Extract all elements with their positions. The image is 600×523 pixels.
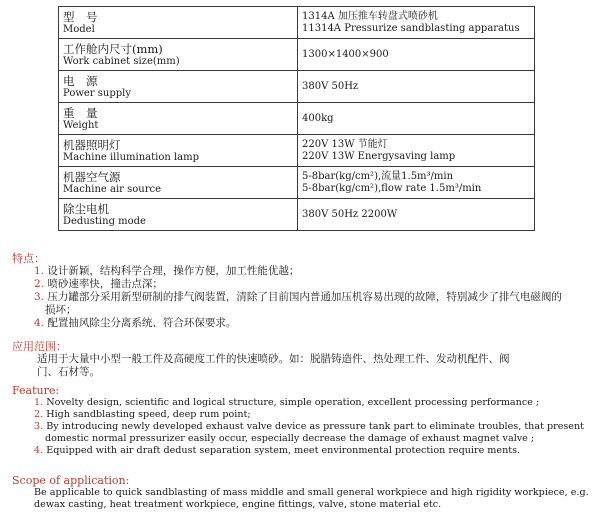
feature-cn-item-text: 配置抽风除尘分离系统、符合环保要求。 [47,317,237,329]
spec-value-cell [298,103,535,135]
spec-value-line: 220V 13W 节能灯 [302,139,388,150]
spec-label-cell [59,199,298,231]
spec-value-line: 400kg [302,112,334,124]
spec-value-line: 5-8bar(kg/cm²),流量1.5m³/min [302,171,454,182]
features-en-heading: Feature: [12,384,60,397]
spec-value-cell [298,135,535,167]
spec-label-en: Work cabinet size(mm) [63,55,180,67]
features-cn-section [12,252,572,330]
feature-cn-item-text: 压力罐部分采用新型研制的排气阀装置，清除了目前国内普通加压机容易出现的故障，特别减少了排气电磁阀的损坏； [45,291,562,316]
scope-en-section [12,474,590,511]
feature-cn-item-text: 设计新颖，结构科学合理，操作方便，加工性能优越； [47,265,300,277]
scope-en-text: Be applicable to quick sandblasting of mass middle and small general workpiece and high rigidity workpiece, e.g. dewax casting, heat treatment workpiece, engine fittings, valve, stone material etc. [34,487,589,510]
spec-value-cell [298,71,535,103]
spec-label-cn: 除尘电机 [63,201,109,216]
feature-cn-item-text: 喷砂速率快，撞击点深； [47,278,163,290]
spec-label-cell [59,7,298,39]
spec-row [59,135,535,167]
feature-en-item-number: 3. [34,421,44,432]
feature-cn-item-number: 4. [34,317,45,329]
spec-row [59,167,535,199]
spec-value-line: 1300×1400×900 [302,48,389,60]
spec-value-cell [298,7,535,39]
feature-en-item-number: 2. [34,409,44,420]
spec-label-cell [59,135,298,167]
spec-label-en: Weight [63,119,99,131]
spec-value-line: 11314A Pressurize sandblasting apparatus [302,22,520,34]
features-en-list [12,397,590,457]
spec-label-cell [59,71,298,103]
spec-value-line: 1314A 加压推车转盘式喷砂机 [302,11,438,22]
feature-cn-item [12,265,572,278]
spec-label-cn: 型 号 [63,9,98,24]
feature-cn-item [12,317,572,330]
spec-row [59,7,535,39]
spec-value-line: 380V 50Hz [302,80,359,92]
feature-en-item [12,409,590,421]
feature-en-item-number: 4. [34,445,44,456]
spec-label-en: Power supply [63,87,132,99]
spec-row [59,103,535,135]
feature-en-item [12,421,590,445]
spec-label-en: Model [63,23,95,35]
spec-label-cell [59,39,298,71]
spec-label-cell [59,103,298,135]
spec-row [59,199,535,231]
feature-en-item-text: Equipped with air draft dedust separation system, meet environmental protection require ments. [46,445,521,456]
feature-en-item [12,397,590,409]
features-en-section [12,384,590,457]
spec-label-en: Machine illumination lamp [63,151,199,163]
spec-label-cn: 机器照明灯 [63,137,121,152]
feature-cn-item-number: 3. [34,291,45,303]
spec-label-cn: 电 源 [63,73,98,88]
feature-en-item [12,445,590,457]
scope-en-heading: Scope of application: [12,474,130,487]
scope-cn-section [12,340,572,379]
features-cn-heading: 特点： [12,252,45,265]
spec-label-cn: 重 量 [63,105,98,120]
features-cn-list [12,265,572,330]
spec-value-line: 220V 13W Energysaving lamp [302,150,456,162]
scope-cn-heading: 应用范围： [12,340,67,353]
spec-label-en: Dedusting mode [63,215,146,227]
feature-en-item-text: High sandblasting speed, deep rum point; [46,409,251,420]
spec-value-cell [298,199,535,231]
spec-label-cn: 工作舱内尺寸(mm) [63,41,163,56]
feature-cn-item [12,278,572,291]
spec-row [59,71,535,103]
spec-table [58,6,535,231]
spec-value-cell [298,167,535,199]
spec-value-line: 380V 50Hz 2200W [302,208,398,220]
spec-value-line: 5-8bar(kg/cm²),flow rate 1.5m³/min [302,182,482,194]
feature-cn-item [12,291,572,317]
spec-row [59,39,535,71]
feature-cn-item-number: 2. [34,278,45,290]
scope-cn-text: 适用于大量中小型一般工件及高硬度工件的快速喷砂。如：脱腊铸造件、热处理工件、发动机配件、阀门、石材等。 [37,353,510,378]
feature-en-item-text: Novelty design, scientific and logical structure, simple operation, excellent processing performance ; [46,397,540,408]
spec-value-cell [298,39,535,71]
feature-cn-item-number: 1. [34,265,45,277]
feature-en-item-text: By introducing newly developed exhaust valve device as pressure tank part to eliminate troubles, that present domestic normal pressurizer easily occur, especially decrease the damage of exhaust magnet valve ; [45,421,585,444]
feature-en-item-number: 1. [34,397,44,408]
spec-label-cn: 机器空气源 [63,169,121,184]
spec-label-cell [59,167,298,199]
spec-label-en: Machine air source [63,183,161,195]
